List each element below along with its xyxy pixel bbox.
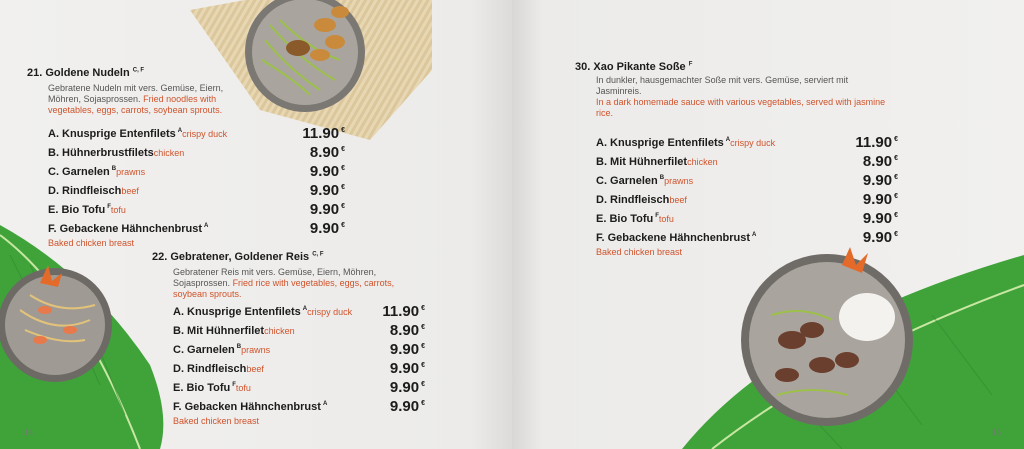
description-de: Gebratener Reis mit vers. Gemüse, Eiern, Möhren, Sojasprossen. — [173, 267, 377, 288]
dish-number: 30. — [575, 61, 591, 73]
menu-option-label — [173, 344, 270, 356]
dish-30-title — [575, 61, 692, 73]
allergen-codes: C, F — [312, 251, 324, 258]
allergen-code: F — [232, 382, 236, 389]
menu-option-label — [596, 156, 718, 168]
price-value: 11.90 — [855, 134, 893, 151]
option-price — [855, 134, 898, 151]
option-name: E. Bio Tofu — [48, 204, 106, 216]
option-english: Baked chicken breast — [48, 238, 135, 248]
allergen-code: A — [204, 223, 209, 230]
menu-option-label — [173, 325, 295, 337]
price-value: 9.90 — [389, 341, 420, 358]
price-value: 9.90 — [309, 182, 340, 199]
price-value: 9.90 — [389, 360, 420, 377]
option-english: beef — [669, 195, 687, 205]
option-name: E. Bio Tofu — [173, 382, 231, 394]
currency-symbol: € — [341, 203, 345, 210]
menu-option-label — [596, 194, 687, 206]
option-price — [390, 360, 425, 377]
page-number-left: 14 — [24, 428, 33, 437]
allergen-code: B — [111, 166, 117, 173]
price-value: 9.90 — [862, 191, 893, 208]
option-english: beef — [121, 186, 139, 196]
dish-21-description — [48, 83, 248, 116]
option-english: crispy duck — [182, 129, 228, 139]
option-name: B. Mit Hühnerfilet — [173, 325, 265, 337]
option-price — [390, 398, 425, 415]
allergen-code: A — [322, 401, 328, 408]
allergen-code: F — [655, 213, 659, 220]
description-en: Fried rice with vegetables, eggs, carrots, soybean sprouts. — [173, 278, 395, 299]
option-name: A. Knusprige Entenfilets — [173, 306, 301, 318]
currency-symbol: € — [341, 222, 345, 229]
currency-symbol: € — [341, 146, 345, 153]
option-english: Baked chicken breast — [173, 416, 260, 426]
option-price — [310, 220, 345, 237]
option-english: chicken — [687, 157, 718, 167]
option-name: F. Gebacken Hähnchenbrust — [173, 401, 321, 413]
menu-option-label — [596, 232, 756, 244]
menu-option-label — [173, 382, 251, 394]
option-price — [863, 172, 898, 189]
option-price — [302, 125, 345, 142]
price-value: 8.90 — [389, 322, 420, 339]
option-english: beef — [246, 364, 264, 374]
banana-leaf-right — [662, 245, 1024, 449]
option-price — [390, 379, 425, 396]
dish-22-title — [152, 251, 324, 263]
option-english: tofu — [658, 214, 674, 224]
allergen-codes: F — [688, 61, 693, 68]
option-price — [310, 163, 345, 180]
option-price — [863, 210, 898, 227]
allergen-code: B — [659, 175, 665, 182]
price-value: 8.90 — [862, 153, 893, 170]
dish-number: 22. — [152, 251, 168, 263]
option-price — [382, 303, 425, 320]
currency-symbol: € — [894, 155, 898, 162]
option-english: crispy duck — [730, 138, 776, 148]
option-name: D. Rindfleisch — [48, 185, 122, 197]
option-english: crispy duck — [307, 307, 353, 317]
dish-30-description — [596, 75, 886, 119]
option-name: C. Garnelen — [48, 166, 110, 178]
option-name: D. Rindfleisch — [173, 363, 247, 375]
dish-22-description — [173, 267, 428, 300]
option-english: tofu — [235, 383, 251, 393]
option-english: chicken — [264, 326, 295, 336]
currency-symbol: € — [421, 324, 425, 331]
option-name: A. Knusprige Entenfilets — [48, 128, 176, 140]
currency-symbol: € — [341, 127, 345, 134]
menu-option-label — [596, 175, 693, 187]
price-value: 9.90 — [389, 379, 420, 396]
dish-name: Goldene Nudeln — [45, 67, 130, 79]
menu-option-label — [48, 204, 126, 216]
currency-symbol: € — [894, 136, 898, 143]
option-price — [863, 191, 898, 208]
dish-21-title — [27, 67, 144, 79]
allergen-code: A — [725, 137, 731, 144]
option-name: F. Gebackene Hähnchenbrust — [596, 232, 751, 244]
menu-option-label — [173, 306, 352, 318]
menu-option-label — [596, 213, 674, 225]
option-price — [310, 144, 345, 161]
price-value: 11.90 — [382, 303, 420, 320]
option-name: B. Hühnerbrustfilets — [48, 147, 154, 159]
right-page — [512, 0, 1024, 449]
option-price — [863, 229, 898, 246]
option-english: prawns — [241, 345, 271, 355]
price-value: 9.90 — [389, 398, 420, 415]
price-value: 11.90 — [302, 125, 340, 142]
currency-symbol: € — [421, 381, 425, 388]
option-name: C. Garnelen — [596, 175, 658, 187]
currency-symbol: € — [421, 305, 425, 312]
currency-symbol: € — [421, 343, 425, 350]
price-value: 9.90 — [862, 172, 893, 189]
allergen-code: A — [752, 232, 757, 239]
description-en: Fried noodles with vegetables, eggs, carrots, soybean sprouts. — [48, 94, 223, 115]
price-value: 9.90 — [862, 210, 893, 227]
option-price — [863, 153, 898, 170]
price-value: 9.90 — [309, 163, 340, 180]
price-value: 9.90 — [862, 229, 893, 246]
option-price — [310, 201, 345, 218]
menu-option-label — [48, 166, 145, 178]
option-english: prawns — [664, 176, 694, 186]
currency-symbol: € — [894, 193, 898, 200]
option-english: prawns — [116, 167, 146, 177]
option-english: Baked chicken breast — [596, 247, 683, 257]
menu-option-label — [173, 363, 264, 375]
noodle-photo — [170, 0, 440, 140]
dish-number: 21. — [27, 67, 43, 79]
dish-name: Xao Pikante Soße — [593, 61, 686, 73]
currency-symbol: € — [421, 362, 425, 369]
allergen-code: A — [302, 306, 308, 313]
currency-symbol: € — [341, 184, 345, 191]
option-name: C. Garnelen — [173, 344, 235, 356]
option-name: B. Mit Hühnerfilet — [596, 156, 688, 168]
option-name: E. Bio Tofu — [596, 213, 654, 225]
option-name: F. Gebackene Hähnchenbrust — [48, 223, 203, 235]
currency-symbol: € — [341, 165, 345, 172]
allergen-code: A — [177, 128, 183, 135]
allergen-codes: C, F — [132, 67, 145, 74]
menu-option-label — [173, 401, 327, 413]
menu-option-label — [48, 128, 227, 140]
currency-symbol: € — [894, 212, 898, 219]
menu-option-label — [48, 147, 184, 159]
menu-option-label — [48, 185, 139, 197]
allergen-code: B — [236, 344, 242, 351]
price-value: 9.90 — [309, 220, 340, 237]
description-de: In dunkler, hausgemachter Soße mit vers. Gemüse, serviert mit Jasminreis. — [596, 75, 849, 96]
currency-symbol: € — [894, 174, 898, 181]
option-english: tofu — [110, 205, 126, 215]
option-name: A. Knusprige Entenfilets — [596, 137, 724, 149]
option-price — [390, 341, 425, 358]
allergen-code: F — [107, 204, 111, 211]
menu-option-label — [596, 137, 775, 149]
currency-symbol: € — [421, 400, 425, 407]
menu-option-label — [48, 223, 208, 235]
option-price — [310, 182, 345, 199]
description-de: Gebratene Nudeln mit vers. Gemüse, Eiern, Möhren, Sojasprossen. — [48, 83, 224, 104]
dish-name: Gebratener, Goldener Reis — [170, 251, 310, 263]
option-price — [390, 322, 425, 339]
price-value: 9.90 — [309, 201, 340, 218]
price-value: 8.90 — [309, 144, 340, 161]
option-english: chicken — [153, 148, 185, 158]
currency-symbol: € — [894, 231, 898, 238]
banana-leaf-left — [0, 215, 170, 449]
description-en: In a dark homemade sauce with various vegetables, served with jasmine rice. — [596, 97, 886, 118]
page-number-right: 15 — [992, 428, 1001, 437]
option-name: D. Rindfleisch — [596, 194, 670, 206]
